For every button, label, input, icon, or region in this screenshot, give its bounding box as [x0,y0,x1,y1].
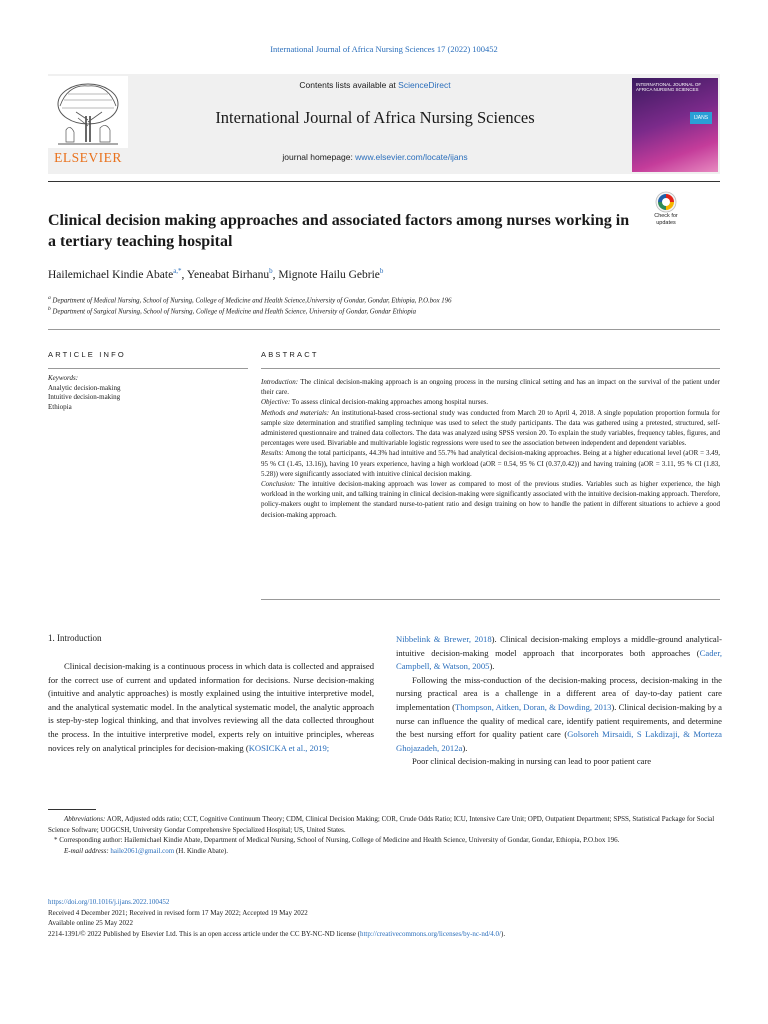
affiliation-text: Department of Surgical Nursing, School of Nursing, College of Medicine and Health Science, University of Gondar, Gondar Ethiopia [52,308,417,316]
check-for-updates-label[interactable]: Check for updates [654,213,678,226]
abstract-rule [261,368,720,369]
email-label: E-mail address: [64,846,109,855]
cover-badge: IJANS [690,112,712,124]
introduction-column-1 [48,660,374,755]
keywords-label: Keywords: [48,374,79,382]
contents-prefix: Contents lists available at [299,80,399,90]
affiliation-text: Department of Medical Nursing, School of Nursing, College of Medicine and Health Science,University of Gondar, Gondar, Ethiopia, P.O.box 196 [52,297,452,305]
author-separator: , [272,268,279,281]
affiliation-sup: a [48,295,51,301]
introduction-column-2 [396,633,722,769]
citation-link[interactable]: Cader, Campbell, & Watson, 2005 [396,647,722,672]
author-affil-sup[interactable]: b [379,267,384,275]
contents-list-line [130,80,620,90]
article-info-heading: ARTICLE INFO [48,350,126,359]
homepage-link[interactable]: www.elsevier.com/locate/ijans [355,152,468,162]
citation-link[interactable]: Nibbelink & Brewer, 2018 [396,634,492,644]
license-link[interactable]: http://creativecommons.org/licenses/by-nc-nd/4.0/ [359,929,501,938]
abstract-heading: ABSTRACT [261,350,319,359]
paragraph-text: ). [462,742,468,753]
affiliation-b [48,306,720,315]
author-1[interactable] [48,269,187,281]
article-meta [48,897,728,939]
journal-homepage-line [130,152,620,162]
abstract-bottom-rule [261,599,720,600]
author-separator: , [181,268,187,281]
abstract-section-text: The clinical decision-making approach is an ongoing process in the nursing clinical setting and has an impact on the survival of the patient under their care. [261,378,720,397]
received-dates: Received 4 December 2021; Received in revised form 17 May 2022; Accepted 19 May 2022 [48,908,308,917]
abstract-section-label: Objective: [261,398,291,407]
abstract-section-text: An institutional-based cross-sectional study was conducted from March 20 to April 4, 2018. A single population proportion formula for sample size determination and stratified sampling technique was used to select the study participants. The data was gathered using a pretested, structured, self-administered questionnaire and trained data collectors. The data was analyzed using SPSS version 20. To explain the study variables, frequency tables, figures, and percentages were used. Bivariable and multivariable logistic regressions were used to see the association between independent and dependent variables. [261,408,720,448]
license-suffix: ). [500,929,506,938]
abstract-section-text: The intuitive decision-making approach was lower as compared to most of the previous studies. Variables such as higher experience, the high workload in the working unit, and talking training in clinical decision-making were significantly associated with the intuitive decision-making approach. Therefore, policy-makers ought to implement the standard nurse-to-patient ratio and design training on how to handle the patient in different situations to achieve a good decision-making approach. [261,480,720,519]
footnote-rule [48,809,96,810]
paragraph-text: Clinical decision-making is a continuous process in which data is collected and appraised for the correct use of current and updated information for decisions. Nurse decision-making (intuitive and analytic approaches) is mostly explained using the intuitive interpretive model, and the analytical systematic model. In the analytical systematic model, the analytic approach is step-by-step logical thinking, and that involves reviewing all the data collected throughout the process. In the intuitive interpretive model, experts rely on intuitive principles, whereas novices rely on analytical principles for decision-making ( [48,661,374,753]
abstract-conclusion [261,479,720,520]
abbreviations-label: Abbreviations: [64,815,106,823]
author-list [48,267,720,281]
abbreviations-note [48,814,720,835]
citation-link[interactable]: KOSICKA et al., 2019; [248,742,330,753]
paragraph-text: ). Clinical decision-making employs a middle-ground analytical-intuitive decision-making model approach that incorporates both approaches ( [396,634,722,658]
intro-paragraph [48,660,374,755]
citation-link[interactable]: Thompson, Aitken, Doran, & Dowding, 2013 [454,701,612,712]
keyword-item: Intuitive decision-making [48,393,121,401]
intro-paragraph [396,755,722,769]
article-info-rule [48,368,248,369]
corresponding-author-note: * Corresponding author: Hailemichael Kindie Abate, Department of Medical Nursing, School of Nursing, College of Medicine and Health Science, University of Gondar, Gondar, Ethiopia, P.O.box 196. [54,836,620,844]
keywords-block [48,374,248,412]
affiliation-rule [48,329,720,330]
keyword-item: Ethiopia [48,402,72,411]
author-name: Hailemichael Kindie Abate [48,268,174,281]
license-line [48,929,728,940]
abstract-section-text: Among the total participants, 44.3% had intuitive and 55.7% had analytical decision-making approaches. Being at a higher educational level (aOR = 3.49, 95 % CI (1.45, 13.16)), having 10 years experience, having a high workload (aOR = 0.54, 95 % CI (0.37,0.42)) and having training (aOR = 3.11, 95 % CI (1.83, 5.28)) were significantly associated with intuitive clinical decision making. [261,449,720,478]
sciencedirect-link[interactable]: ScienceDirect [398,80,451,90]
abbreviations-text: AOR, Adjusted odds ratio; CCT, Cognitive Continuum Theory; CDM, Clinical Decision Making; COR, Crude Odds Ratio; ICU, Intensive Care Unit; OPD, Outpatient Department; SPSS, Statistical Package for Social Science Software; UOGCSH, University Gondar Comprehensive Specialized Hospital; US, United States. [48,815,715,834]
publisher-name[interactable]: ELSEVIER [54,150,122,165]
article-title: Clinical decision making approaches and associated factors among nurses working in a tertiary teaching hospital [48,212,630,250]
citation-link[interactable]: Golsoreh Mirsaidi, S Lakdizaji, & Morteza Ghojazadeh, 2012a [396,729,722,753]
author-3[interactable] [278,269,383,281]
footnotes [48,814,720,856]
intro-paragraph [396,633,722,674]
author-2[interactable] [187,269,278,281]
journal-reference[interactable]: International Journal of Africa Nursing Sciences 17 (2022) 100452 [270,44,498,54]
abstract-section-label: Conclusion: [261,480,296,489]
journal-title: International Journal of Africa Nursing Sciences [215,108,535,127]
introduction-heading: 1. Introduction [48,633,102,643]
abstract-section-label: Introduction: [261,378,299,386]
homepage-prefix: journal homepage: [282,152,356,162]
keyword-item: Analytic decision-making [48,383,121,392]
author-name: Yeneabat Birhanu [186,268,270,281]
author-affil-sup[interactable]: b [269,267,273,275]
email-link[interactable]: haile2061@gmail.com [110,846,175,855]
affiliation-sup: b [48,306,51,312]
abstract-section-label: Results: [261,449,284,458]
paragraph-text: Poor clinical decision-making in nursing can lead to poor patient care [412,756,652,767]
abstract-methods [261,408,720,449]
intro-paragraph [396,674,722,756]
header-rule [48,181,720,182]
author-affil-sup[interactable]: a,* [173,267,182,275]
abstract-section-text: To assess clinical decision-making approaches among hospital nurses. [290,398,489,407]
abstract-results [261,448,720,479]
author-name: Mignote Hailu Gebrie [278,268,380,281]
available-online: Available online 25 May 2022 [48,919,134,928]
abstract-section-label: Methods and materials: [261,408,330,417]
paragraph-text: ). [489,661,495,672]
abstract-introduction [261,377,720,397]
email-note [48,846,720,857]
doi-link[interactable]: https://doi.org/10.1016/j.ijans.2022.100452 [48,898,170,906]
affiliation-a [48,295,720,304]
cover-title: INTERNATIONAL JOURNAL OF AFRICA NURSING SCIENCES [636,82,702,93]
abstract-objective [261,397,720,407]
paragraph-text: Following the miss-conduction of the decision-making process, decision-making in the nursing practical area is a challenge in a different area of day-to-day patient care implementation ( [396,674,722,712]
license-text: 2214-1391/© 2022 Published by Elsevier Ltd. This is an open access article under the CC BY-NC-ND license ( [48,929,360,938]
abstract-body [261,377,720,520]
email-suffix: (H. Kindie Abate). [174,846,229,855]
paragraph-text: ). Clinical decision-making by a nurse can influence the quality of medical care, identify patient requirements, and determine the best nursing effort for quality patient care ( [396,701,722,740]
